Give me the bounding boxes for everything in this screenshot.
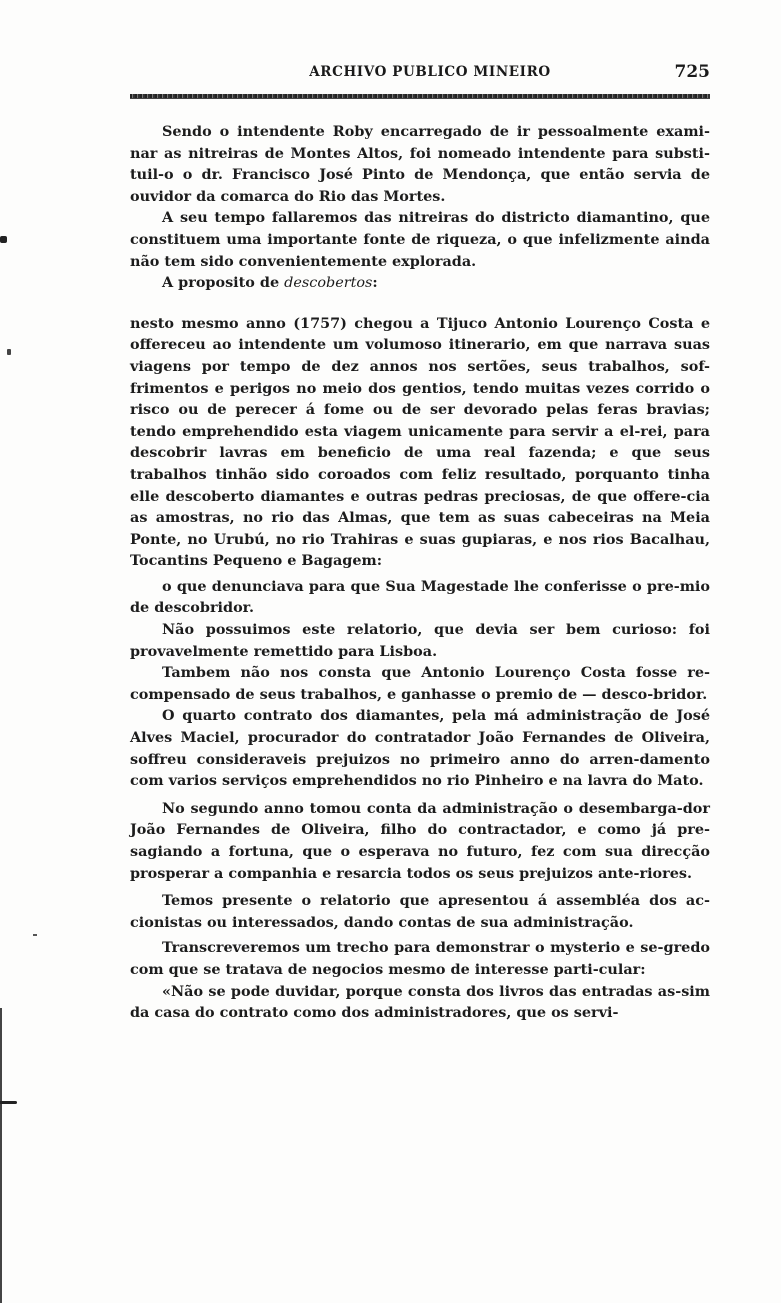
paragraph: Temos presente o relatorio que apresentou á assembléa dos ac-cionistas ou interessados, dando contas de sua administração. — [130, 892, 710, 931]
margin-ink-mark — [0, 236, 7, 243]
paragraph: o que denunciava para que Sua Magestade lhe conferisse o pre-mio de descobridor. — [130, 577, 710, 617]
paragraph: «Não se pode duvidar, porque consta dos livros das entradas as-sim da casa do contrato como dos administradores, que os servi- — [130, 982, 710, 1022]
paragraph-intro — [130, 272, 710, 295]
paragraph: O quarto contrato dos diamantes, pela má administração de José Alves Maciel, procurador do contratador João Fernandes de Oliveira, soffreu consideraveis prejuizos no primeiro anno do arren-damento com varios serviços emprehendidos no rio Pinheiro e na lavra do Mato. — [130, 707, 710, 790]
paragraph: A seu tempo fallaremos das nitreiras do districto diamantino, que constituem uma importante fonte de riqueza, o que infelizmente ainda não tem sido convenientemente explorada. — [130, 209, 710, 270]
margin-ink-speck — [33, 934, 37, 936]
margin-hook-mark — [0, 1101, 17, 1104]
paragraph: Não possuimos este relatorio, que devia ser bem curioso: foi provavelmente remettido para Lisboa. — [130, 621, 710, 660]
intro-text: A proposito de — [162, 274, 285, 292]
margin-tick-mark — [7, 349, 11, 355]
intro-colon: : — [372, 274, 378, 292]
paragraph: Tambem não nos consta que Antonio Lourenço Costa fosse re-compensado de seus trabalhos, e ganhasse o premio de — desco-bridor. — [130, 664, 710, 703]
paragraph: Transcreveremos um trecho para demonstrar o mysterio e se-gredo com que se tratava de negocios mesmo de interesse parti-cular: — [130, 939, 710, 978]
binding-edge-line — [0, 1008, 2, 1303]
header-rule — [130, 94, 710, 99]
paragraph: Sendo o intendente Roby encarregado de ir pessoalmente exami-nar as nitreiras de Montes Altos, foi nomeado intendente para substi-tuil-o o dr. Francisco José Pinto de Mendonça, que então servia de ouvidor da comarca do Rio das Mortes. — [130, 123, 710, 205]
body-text — [130, 121, 710, 1024]
running-head — [130, 62, 710, 86]
page-number: 725 — [674, 62, 710, 82]
italic-term: descobertos — [284, 275, 373, 292]
running-title: ARCHIVO PUBLICO MINEIRO — [309, 64, 551, 80]
paragraph-quote: nesto mesmo anno (1757) chegou a Tijuco Antonio Lourenço Costa e offereceu ao intendente um volumoso itinerario, em que narrava suas viagens por tempo de dez annos nos sertões, seus trabalhos, sof-frimentos e perigos no meio dos gentios, tendo muitas vezes corrido o risco ou de perecer á fome ou de ser devorado pelas feras bravias; tendo emprehendido esta viagem unicamente para servir a el-rei, para descobrir lavras em beneficio de uma real fazenda; e que seus trabalhos tinhão sido coroados com feliz resultado, porquanto tinha elle descoberto diamantes e outras pedras preciosas, de que offere-cia as amostras, no rio das Almas, que tem as suas cabeceiras na Meia Ponte, no Urubú, no rio Trahiras e suas gupiaras, e nos rios Bacalhau, Tocantins Pequeno e Bagagem: — [130, 314, 710, 570]
paragraph: No segundo anno tomou conta da administração o desembarga-dor João Fernandes de Oliveira, filho do contractador, e como já pre-sagiando a fortuna, que o esperava no futuro, fez com sua direcção prosperar a companhia e resarcia todos os seus prejuizos ante-riores. — [130, 799, 710, 882]
